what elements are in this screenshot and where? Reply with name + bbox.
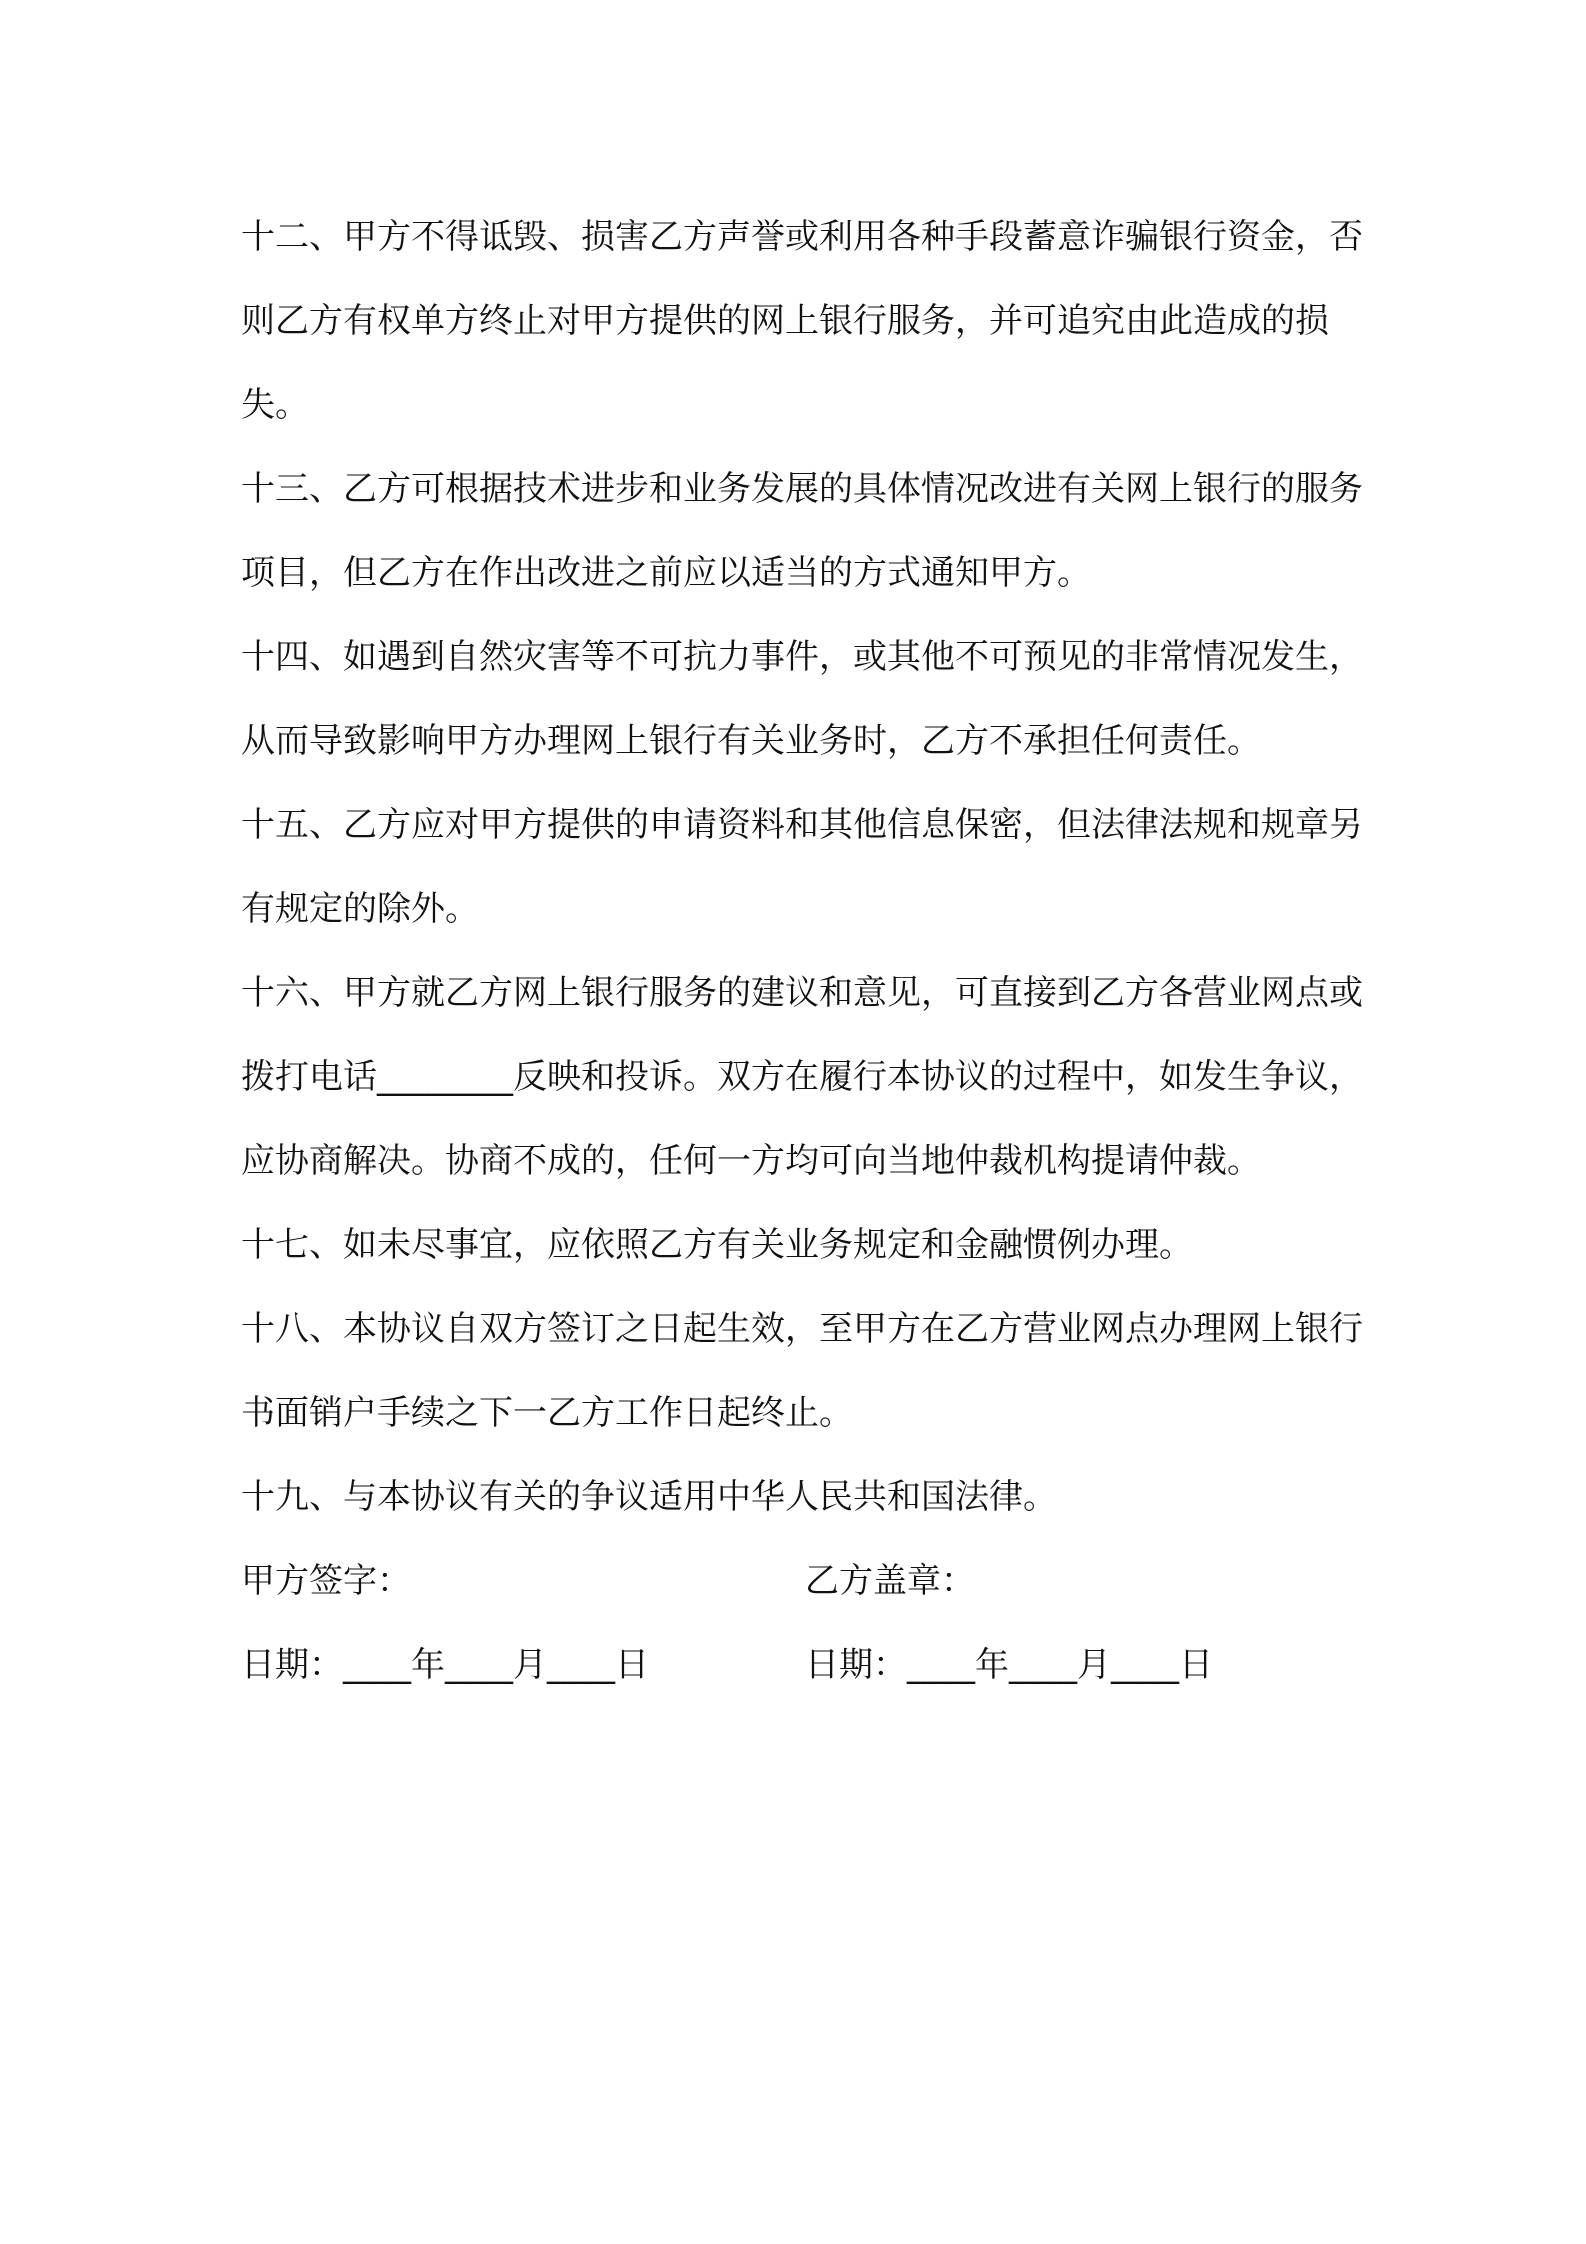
- clause-19: 十九、与本协议有关的争议适用中华人民共和国法律。: [241, 1477, 1057, 1517]
- agreement-body: [241, 195, 1366, 1707]
- party-a-date: 日期：____年____月____日: [241, 1645, 649, 1685]
- clause-15: 十五、乙方应对甲方提供的申请资料和其他信息保密，但法律法规和规章另有规定的除外。: [241, 805, 1363, 929]
- party-b-seal-label: 乙方盖章：: [805, 1561, 975, 1601]
- clause-16: 十六、甲方就乙方网上银行服务的建议和意见，可直接到乙方各营业网点或拨打电话________反映和投诉。双方在履行本协议的过程中，如发生争议，应协商解决。协商不成的，任何一方均可向当地仲裁机构提请仲裁。: [241, 973, 1363, 1181]
- clause-12: 十二、甲方不得诋毁、损害乙方声誉或利用各种手段蓄意诈骗银行资金，否则乙方有权单方终止对甲方提供的网上银行服务，并可追究由此造成的损失。: [241, 217, 1363, 425]
- clause-18: 十八、本协议自双方签订之日起生效，至甲方在乙方营业网点办理网上银行书面销户手续之下一乙方工作日起终止。: [241, 1309, 1363, 1433]
- party-b-date: 日期：____年____月____日: [805, 1645, 1213, 1685]
- clause-13: 十三、乙方可根据技术进步和业务发展的具体情况改进有关网上银行的服务项目，但乙方在作出改进之前应以适当的方式通知甲方。: [241, 469, 1363, 593]
- date-row: [241, 1623, 1366, 1707]
- clause-14: 十四、如遇到自然灾害等不可抗力事件，或其他不可预见的非常情况发生，从而导致影响甲方办理网上银行有关业务时，乙方不承担任何责任。: [241, 637, 1363, 761]
- signature-row: [241, 1539, 1366, 1623]
- party-a-signature-label: 甲方签字：: [241, 1561, 411, 1601]
- clause-17: 十七、如未尽事宜，应依照乙方有关业务规定和金融惯例办理。: [241, 1225, 1193, 1265]
